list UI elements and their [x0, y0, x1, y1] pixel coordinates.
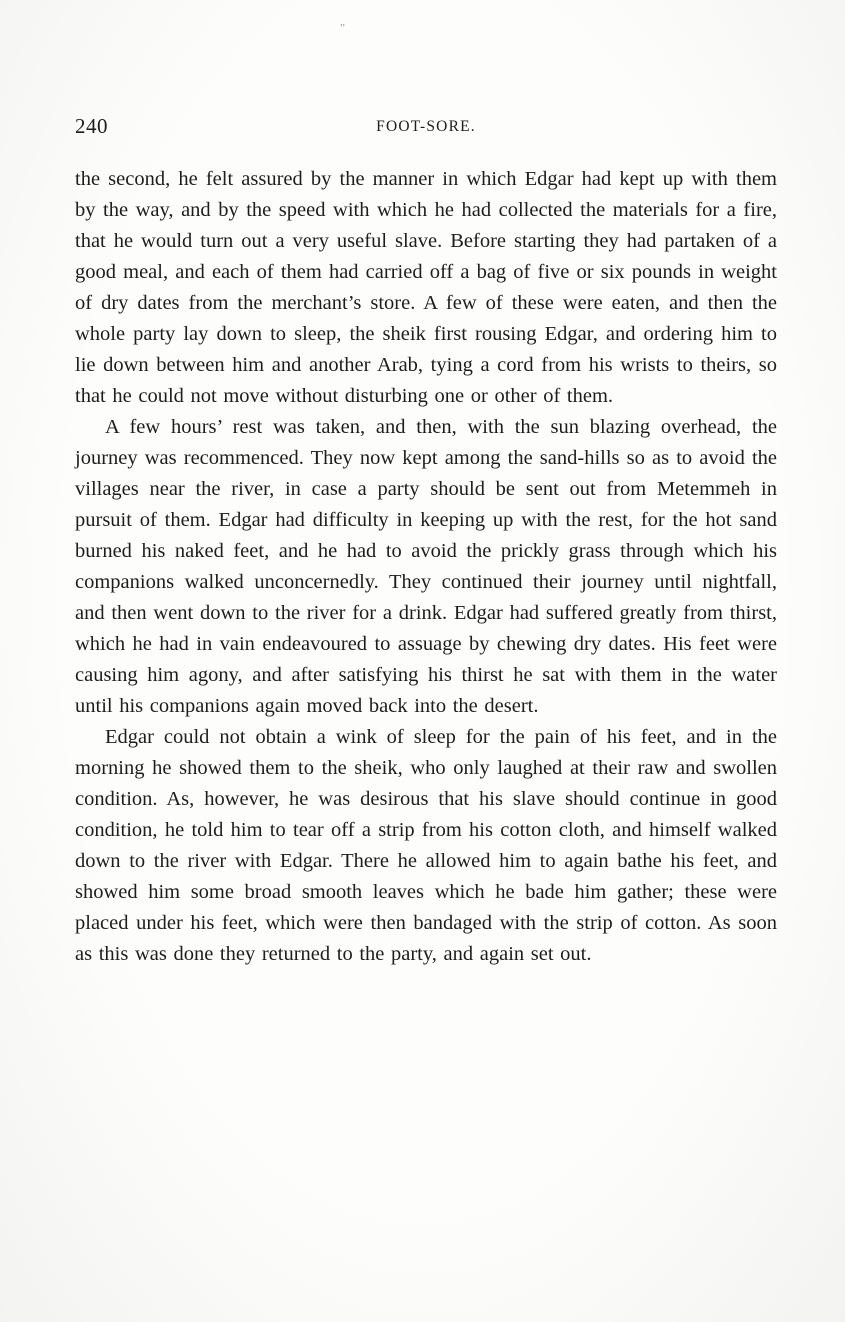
paragraph: A few hours’ rest was taken, and then, with the sun blazing overhead, the journey was recommenced. They now kept among the sand-hills so as to avoid the villages near the river, in case a party should be sent out from Metemmeh in pursuit of them. Edgar had difficulty in keeping up with the rest, for the hot sand burned his naked feet, and he had to avoid the prickly grass through which his companions walked unconcernedly. They continued their journey until nightfall, and then went down to the river for a drink. Edgar had suffered greatly from thirst, which he had in vain endeavoured to assuage by chewing dry dates. His feet were causing him agony, and after satisfying his thirst he sat with them in the water until his companions again moved back into the desert.	[75, 416, 777, 717]
running-title: FOOT-SORE.	[376, 118, 476, 135]
scan-artifact: ”	[340, 22, 346, 34]
paragraph: Edgar could not obtain a wink of sleep for the pain of his feet, and in the morning he showed them to the sheik, who only laughed at their raw and swollen condition. As, however, he was desirous that his slave should continue in good condition, he told him to tear off a strip from his cotton cloth, and himself walked down to the river with Edgar. There he allowed him to again bathe his feet, and showed him some broad smooth leaves which he bade him gather; these were placed under his feet, which were then bandaged with the strip of cotton. As soon as this was done they returned to the party, and again set out.	[75, 726, 777, 965]
book-page	[75, 112, 777, 970]
page-body	[75, 164, 777, 970]
paragraph: the second, he felt assured by the manner in which Edgar had kept up with them by the way, and by the speed with which he had collected the materials for a fire, that he would turn out a very useful slave. Before starting they had partaken of a good meal, and each of them had carried off a bag of five or six pounds in weight of dry dates from the merchant’s store. A few of these were eaten, and then the whole party lay down to sleep, the sheik first rousing Edgar, and ordering him to lie down between him and another Arab, tying a cord from his wrists to theirs, so that he could not move without disturbing one or other of them.	[75, 168, 777, 407]
page-number: 240	[75, 114, 108, 138]
page-header	[75, 112, 777, 142]
